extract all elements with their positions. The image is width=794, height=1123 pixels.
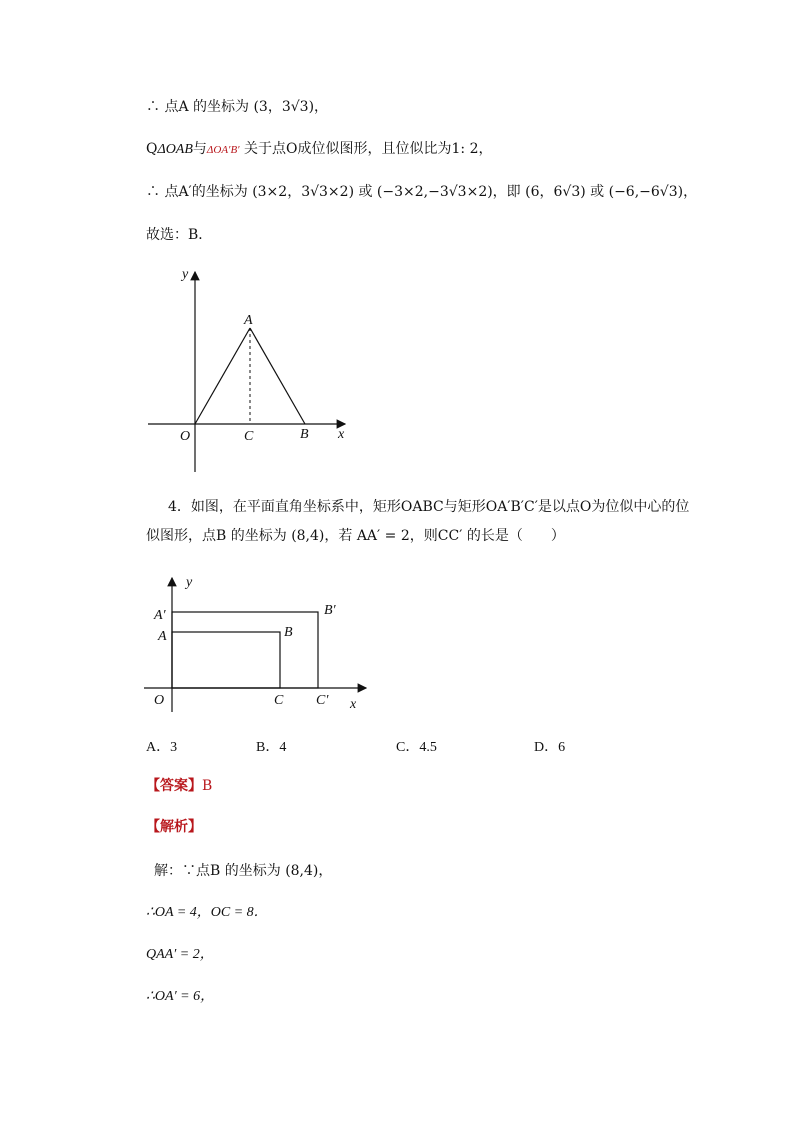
answer-line [146,776,212,796]
rectangle-figure [140,572,380,718]
option-b[interactable]: B．4 [256,740,287,755]
analysis-label: 【解析】 [146,819,202,835]
connector-text: 与 [192,141,207,157]
label-b-prime: B′ [324,603,336,618]
label-o: O [180,429,191,444]
label-x: x [350,697,357,712]
label-y: y [186,575,193,590]
option-d[interactable]: D．6 [534,740,566,755]
solution-line-2 [146,139,493,160]
side-oa [195,328,250,424]
rectangle-oa-prime-b-prime-c-prime [172,612,318,688]
label-c: C [244,429,254,444]
label-a: A [244,313,253,328]
rectangle-oabc [172,632,280,688]
label-y: y [182,267,189,282]
label-b: B [300,427,309,442]
answer-label: 【答案】 [146,778,202,794]
analysis-step-3: QAA′ = 2， [146,947,214,962]
q-symbol: Q [146,141,158,157]
solution-line-1: ∴ 点A 的坐标为 (3，3√3)， [146,99,329,115]
solution-line-3: ∴ 点A′的坐标为 (3×2，3√3×2) 或 (−3×2,−3√3×2)，即 (6，6√3) 或 (−6,−6√3)， [146,184,698,200]
label-b: B [284,625,293,640]
similarity-text: 关于点O成位似图形，且位似比为1: 2， [244,141,493,157]
label-a: A [158,629,167,644]
triangle-figure [140,262,360,474]
side-ab [250,328,305,424]
label-a-prime: A′ [154,608,166,623]
option-c[interactable]: C．4.5 [396,740,437,755]
label-x: x [338,427,345,442]
analysis-step-4: ∴OA′ = 6， [146,989,215,1004]
label-c-prime: C′ [316,693,329,708]
analysis-step-2: ∴OA = 4，OC = 8． [146,905,268,920]
triangle-oab-prime: ΔOA′B′ [206,144,240,156]
option-a[interactable]: A．3 [146,740,178,755]
label-o: O [154,693,165,708]
triangle-oab: ΔOAB [157,142,193,157]
question-4-line-1: 4．如图，在平面直角坐标系中，矩形OABC与矩形OA′B′C′是以点O为位似中心的位 [168,499,690,515]
answer-value: B [202,778,213,794]
label-c: C [274,693,284,708]
analysis-step-1: 解：∵点B 的坐标为 (8,4)， [154,863,333,879]
solution-line-4: 故选：B． [146,227,213,243]
question-4-line-2: 似图形，点B 的坐标为 (8,4)，若 AA′ = 2，则CC′ 的长是（ ） [146,528,565,544]
